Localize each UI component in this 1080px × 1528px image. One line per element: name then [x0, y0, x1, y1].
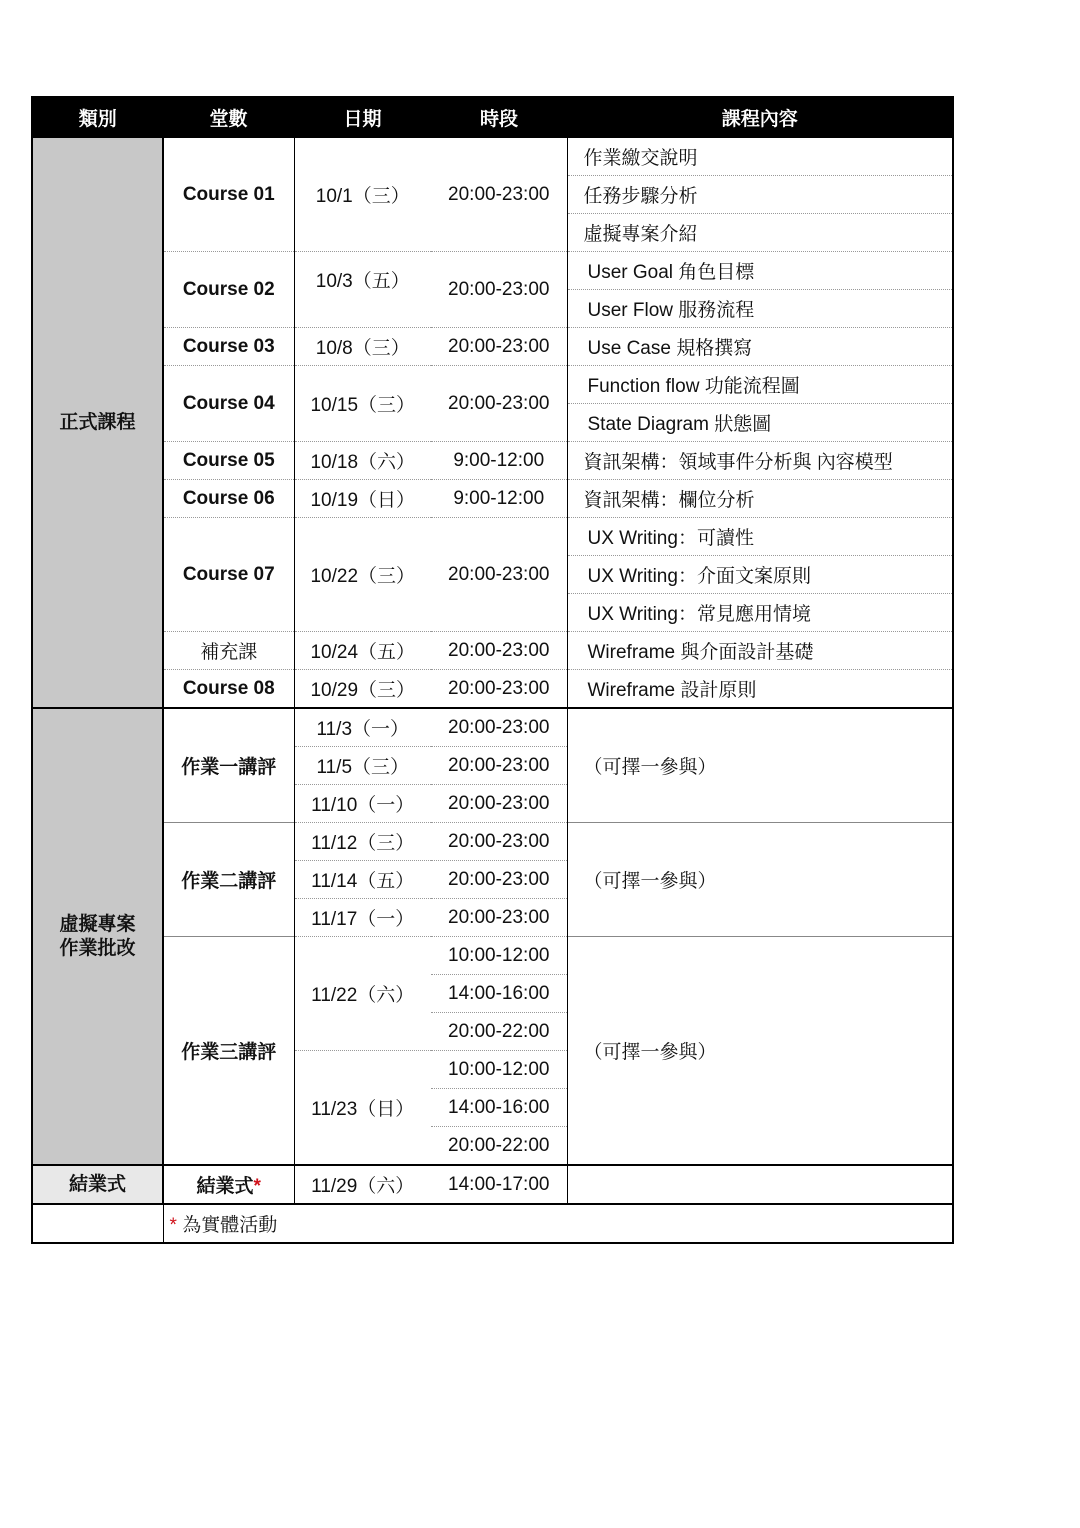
time-cell: 20:00-23:00: [431, 137, 567, 252]
time-cell: 20:00-23:00: [431, 899, 567, 937]
header-time: 時段: [431, 97, 567, 137]
category-cell: 正式課程: [32, 137, 163, 708]
session-cell: Course 01: [163, 137, 294, 252]
content-cell: （可擇一參與）: [567, 708, 953, 823]
table-row: [32, 442, 953, 480]
time-cell: 14:00-17:00: [431, 1165, 567, 1204]
session-cell: 作業三講評: [163, 937, 294, 1166]
content-cell: Function flow 功能流程圖: [567, 366, 953, 404]
header-content: 課程內容: [567, 97, 953, 137]
footnote-row: [32, 1204, 953, 1243]
date-cell: 11/10（一）: [294, 785, 431, 823]
table-row-closing: [32, 1165, 953, 1204]
content-cell: User Flow 服務流程: [567, 290, 953, 328]
session-cell: Course 03: [163, 328, 294, 366]
category-cell: 結業式: [32, 1165, 163, 1204]
content-cell: （可擇一參與）: [567, 937, 953, 1166]
time-cell: 20:00-23:00: [431, 823, 567, 861]
time-cell: 20:00-23:00: [431, 518, 567, 632]
time-cell: 20:00-23:00: [431, 785, 567, 823]
date-cell: 11/5（三）: [294, 747, 431, 785]
session-cell: 作業二講評: [163, 823, 294, 937]
table-row: [32, 518, 953, 556]
date-cell: 11/14（五）: [294, 861, 431, 899]
time-cell: 20:00-23:00: [431, 252, 567, 328]
session-cell: Course 04: [163, 366, 294, 442]
content-cell: Use Case 規格撰寫: [567, 328, 953, 366]
header-date: 日期: [294, 97, 431, 137]
content-cell: User Goal 角色目標: [567, 252, 953, 290]
session-cell: 補充課: [163, 632, 294, 670]
date-cell: 10/29（三）: [294, 670, 431, 709]
time-cell: 20:00-23:00: [431, 708, 567, 747]
date-cell: 10/15（三）: [294, 366, 431, 442]
content-cell: [567, 1165, 953, 1204]
header-row: [32, 97, 953, 137]
footnote-text: 為實體活動: [182, 1215, 278, 1236]
footnote-cell: [163, 1204, 953, 1243]
time-cell: 20:00-23:00: [431, 632, 567, 670]
empty-cell: [32, 1204, 163, 1243]
date-cell: 10/18（六）: [294, 442, 431, 480]
time-cell: 20:00-23:00: [431, 366, 567, 442]
content-cell: （可擇一參與）: [567, 823, 953, 937]
date-cell: 10/19（日）: [294, 480, 431, 518]
time-cell: 14:00-16:00: [431, 975, 567, 1013]
content-cell: 資訊架構：欄位分析: [567, 480, 953, 518]
session-label: 結業式: [196, 1176, 254, 1197]
time-cell: 20:00-23:00: [431, 861, 567, 899]
session-cell: Course 05: [163, 442, 294, 480]
date-cell: 11/23（日）: [294, 1051, 431, 1166]
session-cell: [163, 1165, 294, 1204]
date-cell: 11/29（六）: [294, 1165, 431, 1204]
course-schedule-table: [31, 96, 954, 1244]
date-cell: 11/17（一）: [294, 899, 431, 937]
table-row: [32, 328, 953, 366]
content-cell: Wireframe 與介面設計基礎: [567, 632, 953, 670]
time-cell: 9:00-12:00: [431, 442, 567, 480]
date-cell: 10/3（五）: [294, 252, 431, 328]
table-row: [32, 632, 953, 670]
time-cell: 20:00-22:00: [431, 1013, 567, 1051]
content-cell: 作業繳交說明: [567, 137, 953, 176]
date-cell: 10/22（三）: [294, 518, 431, 632]
session-cell: Course 06: [163, 480, 294, 518]
content-cell: State Diagram 狀態圖: [567, 404, 953, 442]
table-row: [32, 137, 953, 176]
header-category: 類別: [32, 97, 163, 137]
date-cell: 10/24（五）: [294, 632, 431, 670]
in-person-marker: *: [253, 1176, 261, 1197]
table-row: [32, 366, 953, 404]
time-cell: 10:00-12:00: [431, 937, 567, 975]
table-row: [32, 252, 953, 290]
session-cell: 作業一講評: [163, 708, 294, 823]
table-row: [32, 708, 953, 747]
date-cell: 11/22（六）: [294, 937, 431, 1051]
content-cell: 虛擬專案介紹: [567, 214, 953, 252]
category-cell: 虛擬專案 作業批改: [32, 708, 163, 1165]
session-cell: Course 08: [163, 670, 294, 709]
content-cell: Wireframe 設計原則: [567, 670, 953, 709]
time-cell: 20:00-23:00: [431, 328, 567, 366]
table-row: [32, 480, 953, 518]
table-row: [32, 937, 953, 975]
content-cell: UX Writing：可讀性: [567, 518, 953, 556]
header-session: 堂數: [163, 97, 294, 137]
content-cell: UX Writing：常見應用情境: [567, 594, 953, 632]
time-cell: 14:00-16:00: [431, 1089, 567, 1127]
date-cell: 10/1（三）: [294, 137, 431, 252]
session-cell: Course 02: [163, 252, 294, 328]
in-person-marker: *: [169, 1215, 177, 1236]
table-row: [32, 823, 953, 861]
session-cell: Course 07: [163, 518, 294, 632]
time-cell: 20:00-23:00: [431, 670, 567, 709]
content-cell: UX Writing：介面文案原則: [567, 556, 953, 594]
table-row: [32, 670, 953, 709]
time-cell: 9:00-12:00: [431, 480, 567, 518]
time-cell: 20:00-23:00: [431, 747, 567, 785]
time-cell: 10:00-12:00: [431, 1051, 567, 1089]
content-cell: 資訊架構：領域事件分析與 內容模型: [567, 442, 953, 480]
date-cell: 10/8（三）: [294, 328, 431, 366]
time-cell: 20:00-22:00: [431, 1127, 567, 1166]
date-cell: 11/12（三）: [294, 823, 431, 861]
content-cell: 任務步驟分析: [567, 176, 953, 214]
date-cell: 11/3（一）: [294, 708, 431, 747]
